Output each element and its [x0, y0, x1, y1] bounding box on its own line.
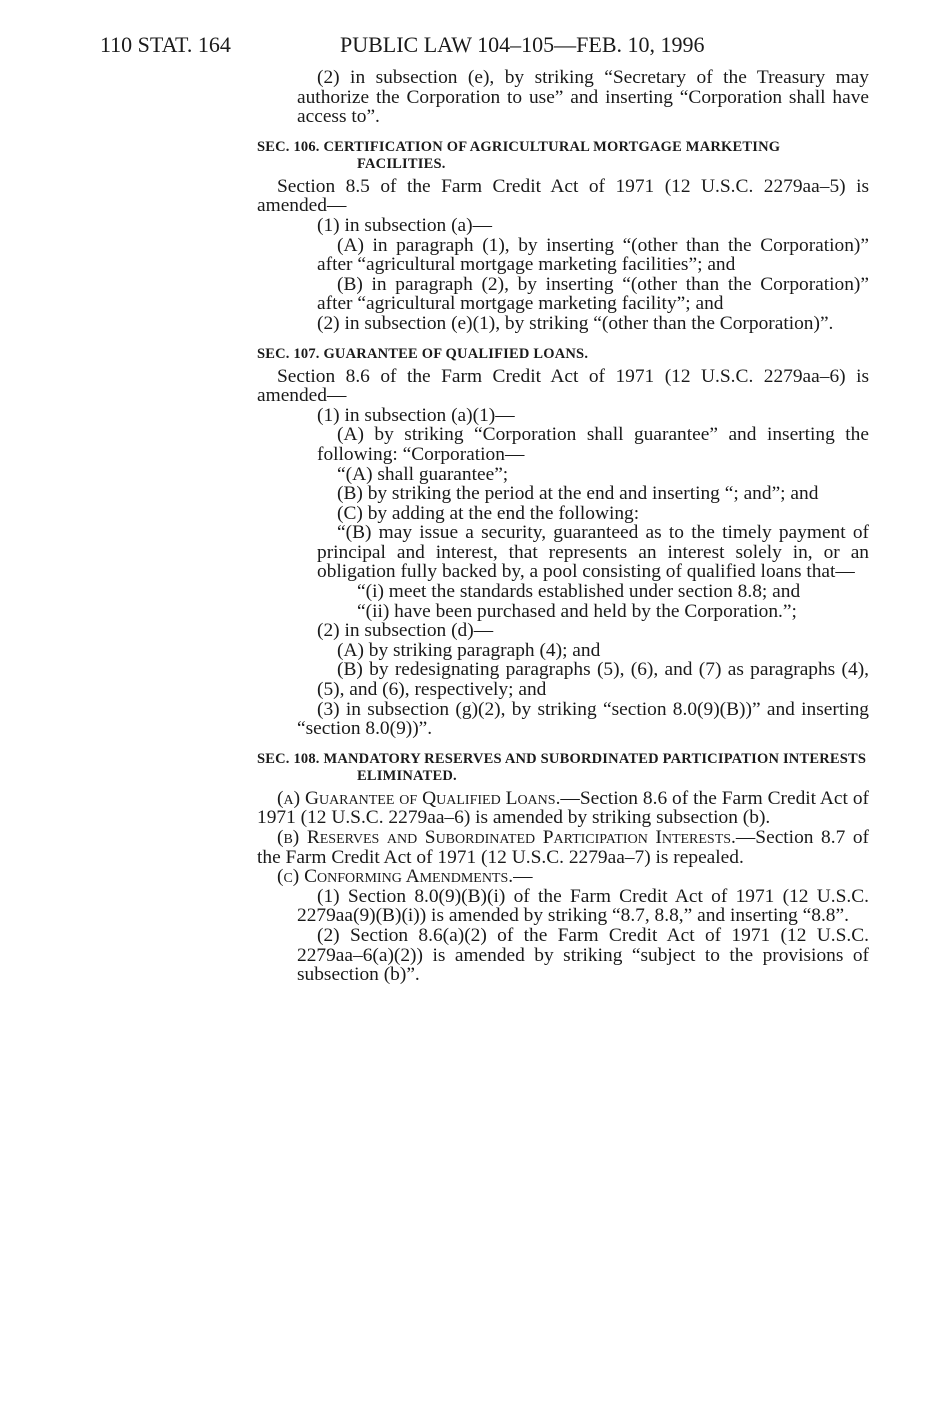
- amendment-paragraph: (1) in subsection (a)(1)—: [317, 404, 515, 426]
- amendment-paragraph: “(ii) have been purchased and held by the Corporation.”;: [357, 600, 797, 622]
- section-heading: SEC. 106. CERTIFICATION OF AGRICULTURAL MORTGAGE MARKETING FACILITIES.: [257, 138, 781, 172]
- section-heading: SEC. 107. GUARANTEE OF QUALIFIED LOANS.: [257, 345, 589, 362]
- amendment-paragraph: (2) in subsection (e)(1), by striking “(other than the Corporation)”.: [317, 312, 834, 334]
- subsection-text: —: [513, 866, 533, 888]
- subsection-heading: (a) Guarantee of Qualified Loans.: [277, 787, 561, 809]
- section-heading: SEC. 108. MANDATORY RESERVES AND SUBORDINATED PARTICIPATION INTERESTS ELIMINATED.: [257, 750, 867, 784]
- subsection-text: —Section 8.6 of the Farm Credit Act of 1971 (12 U.S.C. 2279aa–6) is amended by striking subsection (b).: [257, 787, 870, 829]
- subsection-paragraph: [257, 789, 869, 828]
- subsection-heading: (c) Conforming Amendments.: [277, 866, 514, 888]
- amendment-paragraph: (A) in paragraph (1), by inserting “(other than the Corporation)” after “agricultural mortgage marketing facilities”; and: [317, 234, 869, 276]
- amendment-paragraph: (2) in subsection (e), by striking “Secretary of the Treasury may authorize the Corporation to use” and inserting “Corporation shall have access to”.: [297, 67, 869, 128]
- amendment-paragraph: (1) in subsection (a)—: [317, 214, 493, 236]
- document-body: [257, 68, 869, 985]
- amendment-paragraph: (2) Section 8.6(a)(2) of the Farm Credit Act of 1971 (12 U.S.C. 2279aa–6(a)(2)) is amended by striking “subject to the provisions of subsection (b)”.: [297, 924, 869, 986]
- amendment-paragraph: (A) by striking “Corporation shall guarantee” and inserting the following: “Corporation—: [317, 424, 869, 465]
- statute-page-number: 110 STAT. 164: [100, 32, 231, 57]
- amendment-paragraph: (3) in subsection (g)(2), by striking “section 8.0(9)(B))” and inserting “section 8.0(9))”.: [297, 698, 869, 740]
- subsection-heading: (b) Reserves and Subordinated Participation Interests.: [277, 827, 736, 848]
- amendment-paragraph: (B) in paragraph (2), by inserting “(other than the Corporation)” after “agricultural mortgage marketing facility”; and: [317, 273, 869, 315]
- subsection-text: —Section 8.7 of the Farm Credit Act of 1971 (12 U.S.C. 2279aa–7) is repealed.: [257, 827, 869, 868]
- amendment-paragraph: (A) by striking paragraph (4); and: [337, 639, 601, 661]
- section-intro-paragraph: Section 8.6 of the Farm Credit Act of 1971 (12 U.S.C. 2279aa–6) is amended—: [257, 365, 869, 407]
- public-law-citation: PUBLIC LAW 104–105—FEB. 10, 1996: [340, 32, 705, 57]
- subsection-paragraph: [257, 828, 869, 867]
- amendment-paragraph: “(B) may issue a security, guaranteed as to the timely payment of principal and interest, that represents an interest solely in, or an obligation fully backed by, a pool consisting of qualified loans that—: [317, 522, 869, 583]
- section-intro-paragraph: Section 8.5 of the Farm Credit Act of 1971 (12 U.S.C. 2279aa–5) is amended—: [257, 175, 869, 217]
- amendment-paragraph: (B) by redesignating paragraphs (5), (6), and (7) as paragraphs (4), (5), and (6), respectively; and: [317, 659, 869, 701]
- amendment-paragraph: “(A) shall guarantee”;: [337, 463, 509, 485]
- amendment-paragraph: (1) Section 8.0(9)(B)(i) of the Farm Credit Act of 1971 (12 U.S.C. 2279aa(9)(B)(i)) is amended by striking “8.7, 8.8,” and inserting “8.8”.: [297, 885, 869, 927]
- subsection-paragraph: [257, 867, 869, 887]
- amendment-paragraph: (2) in subsection (d)—: [317, 620, 494, 642]
- amendment-paragraph: (B) by striking the period at the end and inserting “; and”; and: [337, 483, 819, 505]
- amendment-paragraph: (C) by adding at the end the following:: [337, 502, 640, 524]
- amendment-paragraph: “(i) meet the standards established under section 8.8; and: [357, 581, 801, 603]
